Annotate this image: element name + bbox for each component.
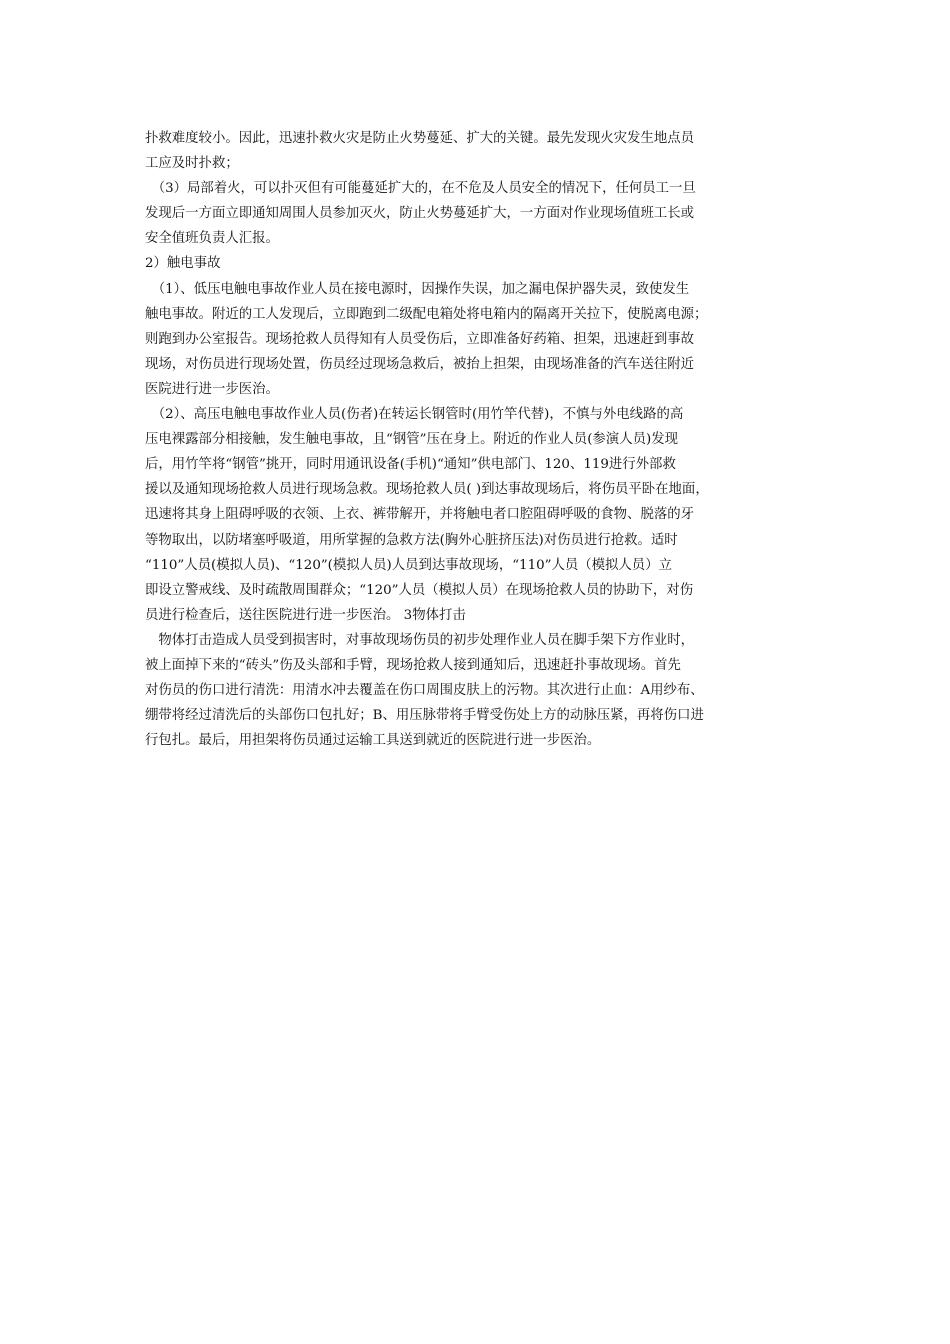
text-line: 被上面掉下来的“砖头”伤及头部和手臂，现场抢救人接到通知后，迅速赶扑事故现场。首先 [145,657,681,673]
text-line: 迅速将其身上阻碍呼吸的衣领、上衣、裤带解开，并将触电者口腔阻碍呼吸的食物、脱落的牙 [145,507,695,523]
text-line: “110”人员(模拟人员)、“120”(模拟人员)人员到达事故现场，“110”人员（模拟人员）立 [145,557,672,573]
text-line: 触电事故。附近的工人发现后，立即跑到二级配电箱处将电箱内的隔离开关拉下，使脱离电源； [145,306,708,322]
text-line: 发现后一方面立即通知周围人员参加灭火，防止火势蔓延扩大，一方面对作业现场值班工长或 [145,206,695,222]
text-line: （3）局部着火，可以扑灭但有可能蔓延扩大的，在不危及人员安全的情况下，任何员工一旦 [145,181,696,197]
text-line: 现场，对伤员进行现场处置，伤员经过现场急救后，被抬上担架，由现场准备的汽车送往附近 [145,356,695,372]
text-line: 员进行检查后，送往医院进行进一步医治。 3物体打击 [145,607,466,623]
text-line: 扑救难度较小。因此，迅速扑救火灾是防止火势蔓延、扩大的关键。最先发现火灾发生地点员 [145,131,695,146]
text-line: 则跑到办公室报告。现场抢救人员得知有人员受伤后，立即准备好药箱、担架，迅速赶到事故 [145,331,695,347]
text-line: 压电裸露部分相接触，发生触电事故，且“钢管”压在身上。附近的作业人员(参演人员)发现 [145,432,678,448]
text-line: 绷带将经过清洗后的头部伤口包扎好；B、用压脉带将手臂受伤处上方的动脉压紧，再将伤口进 [145,708,704,724]
document-body [145,126,820,753]
text-line: （2）、高压电触电事故作业人员(伤者)在转运长钢管时(用竹竿代替)，不慎与外电线路的高 [145,407,684,423]
text-line: 物体打击造成人员受到损害时，对事故现场伤员的初步处理作业人员在脚手架下方作业时， [145,632,695,648]
text-line: 行包扎。最后，用担架将伤员通过运输工具送到就近的医院进行进一步医治。 [145,733,601,749]
text-line: 等物取出，以防堵塞呼吸道，用所掌握的急救方法(胸外心脏挤压法)对伤员进行抢救。适时 [145,532,678,548]
text-line: （1）、低压电触电事故作业人员在接电源时，因操作失误，加之漏电保护器失灵，致使发生 [145,281,690,297]
text-line: 后，用竹竿将“钢管”挑开，同时用通讯设备(手机)“通知”供电部门、120、119进行外部救 [145,457,676,473]
text-line: 安全值班负责人汇报。 [145,231,279,247]
text-line: 工应及时扑救； [145,156,239,172]
text-line: 即设立警戒线、及时疏散周围群众；“120”人员（模拟人员）在现场抢救人员的协助下，对伤 [145,582,694,598]
section-heading: 2）触电事故 [145,256,221,272]
text-line: 医院进行进一步医治。 [145,381,279,397]
text-line: 援以及通知现场抢救人员进行现场急救。现场抢救人员( )到达事故现场后，将伤员平卧在地面， [145,482,709,498]
text-line: 对伤员的伤口进行清洗：用清水冲去覆盖在伤口周围皮肤上的污物。其次进行止血：A用纱布、 [145,683,704,699]
